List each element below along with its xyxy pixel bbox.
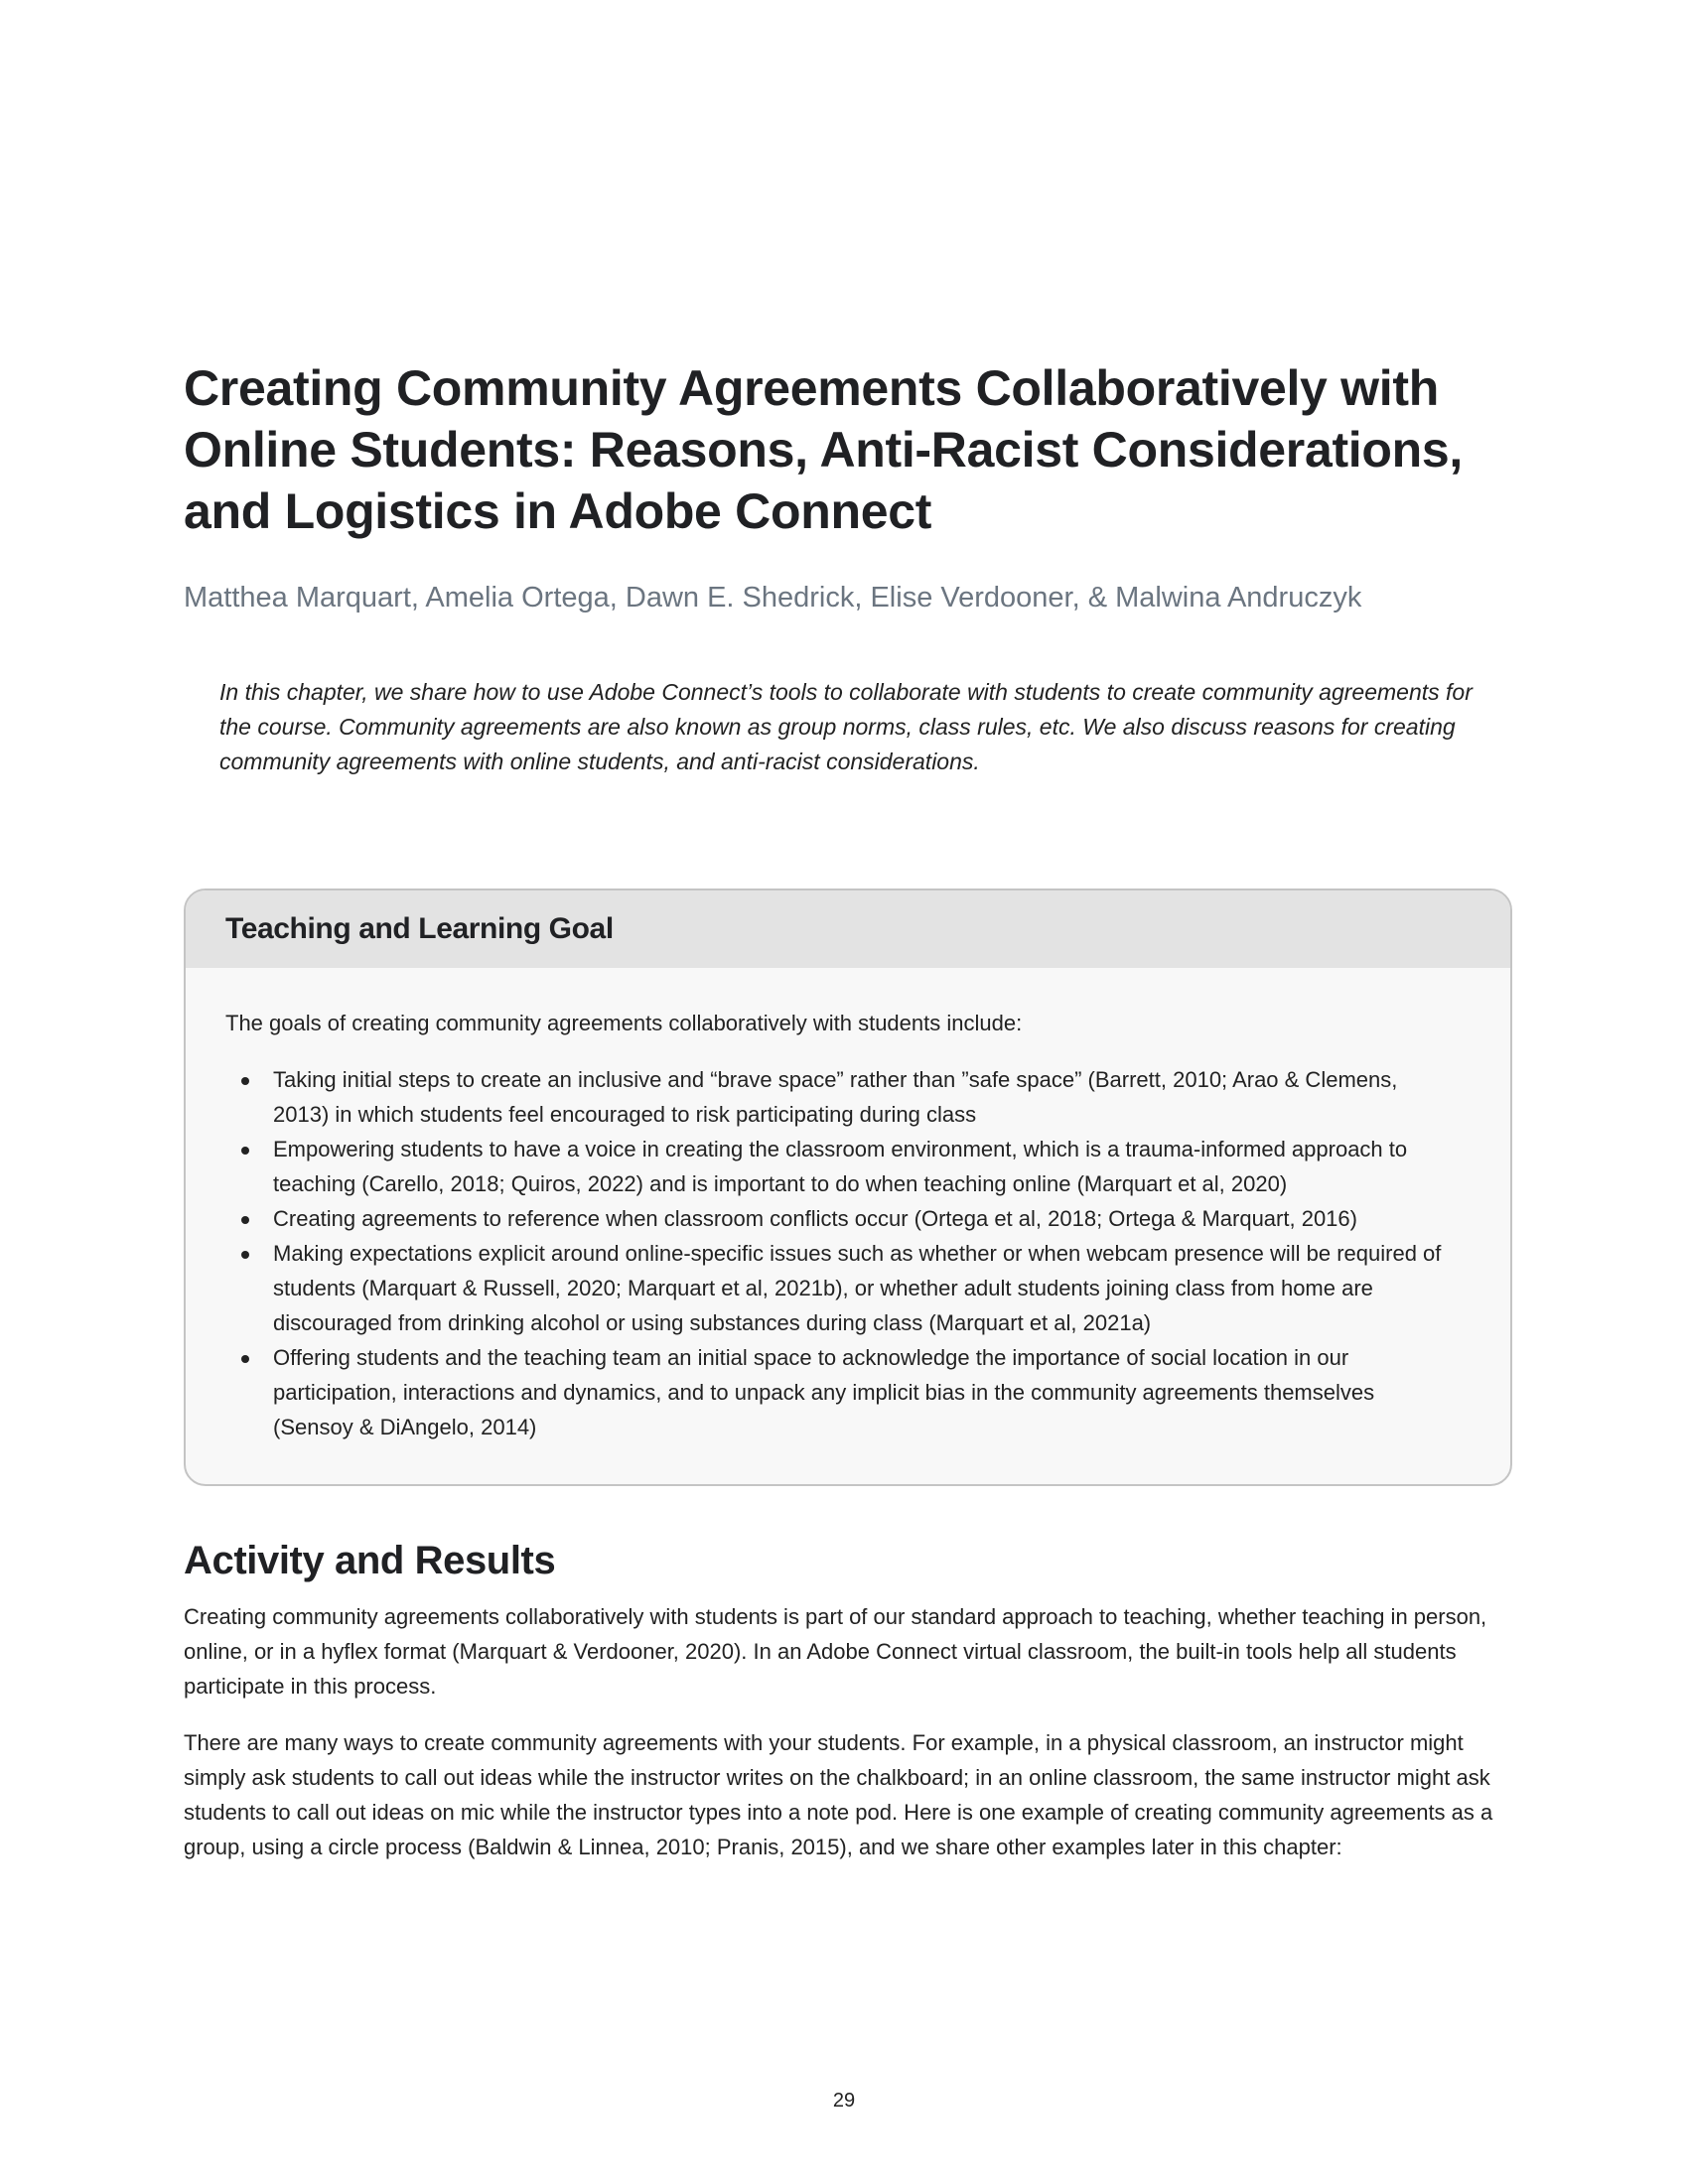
goal-item-text: Offering students and the teaching team an initial space to acknowledge the importance of social location in our participation, interactions and dynamics, and to unpack any implicit bias in the community agreements themselves (Sensoy & DiAngelo, 2014) (273, 1345, 1375, 1439)
body-paragraph: There are many ways to create community agreements with your students. For example, in a physical classroom, an instructor might simply ask students to call out ideas while the instructor writes on the chalkboard; in an online classroom, the same instructor might ask students to call out ideas on mic while the instructor types into a note pod. Here is one example of creating community agreements as a group, using a circle process (Baldwin & Linnea, 2010; Pranis, 2015), and we share other examples later in this chapter: (184, 1730, 1493, 1859)
teaching-goal-header (186, 890, 1510, 968)
bullet-icon (241, 1147, 249, 1155)
bullet-icon (241, 1251, 249, 1259)
goal-item-text: Creating agreements to reference when classroom conflicts occur (Ortega et al, 2018; Ortega & Marquart, 2016) (273, 1206, 1357, 1231)
section-heading-activity: Activity and Results (184, 1539, 556, 1582)
bullet-icon (241, 1216, 249, 1224)
chapter-title: Creating Community Agreements Collaboratively with Online Students: Reasons, Anti-Racist Considerations, and Logistics in Adobe Connect (184, 360, 1463, 539)
bullet-icon (241, 1355, 249, 1363)
teaching-goal-intro: The goals of creating community agreements collaboratively with students include: (225, 1011, 1023, 1035)
goal-list-item (225, 1340, 1455, 1444)
goal-item-text: Making expectations explicit around online-specific issues such as whether or when webcam presence will be required of students (Marquart & Russell, 2020; Marquart et al, 2021b), or whether adult students joining class from home are discouraged from drinking alcohol or using substances during class (Marquart et al, 2021a) (273, 1241, 1442, 1335)
goal-item-text: Taking initial steps to create an inclusive and “brave space” rather than ”safe space” (Barrett, 2010; Arao & Clemens, 2013) in which students feel encouraged to risk participating during class (273, 1067, 1398, 1127)
goal-list-item (225, 1236, 1455, 1340)
goal-item-text: Empowering students to have a voice in creating the classroom environment, which is a trauma-informed approach to teaching (Carello, 2018; Quiros, 2022) and is important to do when teaching online (Marquart et al, 2020) (273, 1137, 1408, 1196)
teaching-goal-body (186, 968, 1510, 1484)
teaching-goal-list (225, 1062, 1455, 1444)
goal-list-item (225, 1132, 1455, 1201)
teaching-goal-box (184, 888, 1512, 1486)
chapter-abstract: In this chapter, we share how to use Adobe Connect’s tools to collaborate with students to create community agreements for the course. Community agreements are also known as group norms, class rules, etc. We also discuss reasons for creating community agreements with online students, and anti-racist considerations. (219, 679, 1473, 774)
teaching-goal-title: Teaching and Learning Goal (225, 912, 614, 945)
bullet-icon (241, 1077, 249, 1085)
goal-list-item (225, 1201, 1455, 1236)
page-content (184, 357, 1504, 1886)
page-number: 29 (832, 2090, 856, 2112)
chapter-authors: Matthea Marquart, Amelia Ortega, Dawn E. Shedrick, Elise Verdooner, & Malwina Andruczyk (184, 582, 1362, 614)
body-paragraph: Creating community agreements collaboratively with students is part of our standard approach to teaching, whether teaching in person, online, or in a hyflex format (Marquart & Verdooner, 2020). In an Adobe Connect virtual classroom, the built-in tools help all students participate in this process. (184, 1604, 1487, 1699)
goal-list-item (225, 1062, 1455, 1132)
